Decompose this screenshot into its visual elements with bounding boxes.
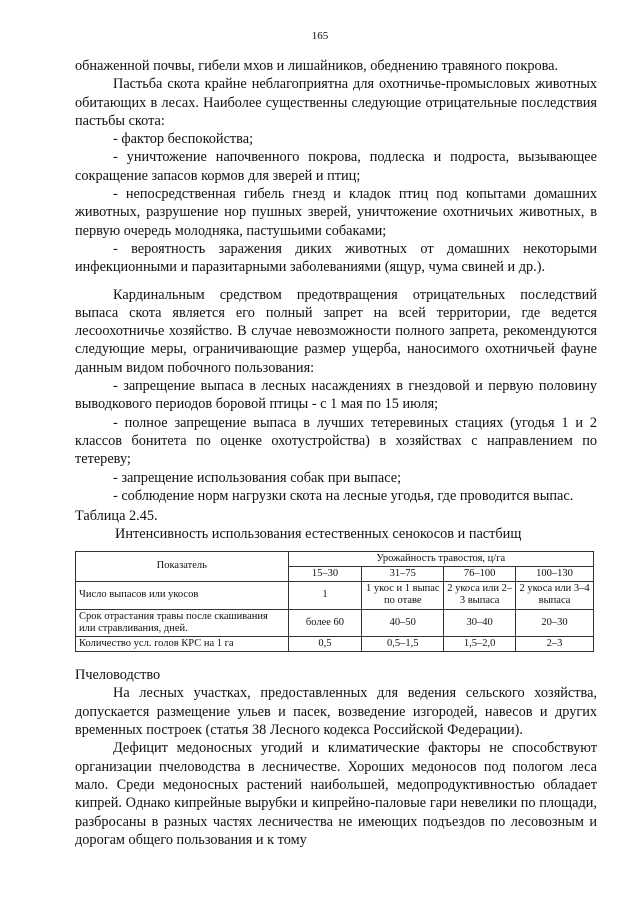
table-header-cell: 31–75	[362, 566, 444, 581]
table-header-cell: 100–130	[516, 566, 594, 581]
table-row-label: Срок отрастания травы после скашивания или стравливания, дней.	[76, 609, 289, 636]
table-row	[76, 636, 594, 651]
table-cell: 30–40	[444, 609, 516, 636]
list-item: - вероятность заражения диких животных от домашних некоторыми инфекционными и паразитарными заболеваниями (ящур, чума свиней и др.).	[75, 240, 597, 276]
table-row-label: Количество усл. голов КРС на 1 га	[76, 636, 289, 651]
table-header-cell: Урожайность травостоя, ц/га	[288, 551, 593, 566]
page-number: 165	[311, 30, 329, 42]
list-item: - соблюдение норм нагрузки скота на лесные угодья, где проводится выпас.	[113, 487, 574, 504]
paragraph: обнаженной почвы, гибели мхов и лишайников, обеднению травяного покрова.	[75, 58, 559, 74]
list-item: - уничтожение напочвенного покрова, подлеска и подроста, вызывающее сокращение запасов кормов для зверей и птиц;	[75, 149, 597, 184]
table-cell: 0,5	[288, 636, 362, 651]
table-row	[76, 582, 594, 609]
data-table	[75, 551, 594, 652]
table-cell: 20–30	[516, 609, 594, 636]
table-header-cell: Показатель	[76, 551, 289, 581]
table-cell: 1	[288, 582, 362, 609]
page-content	[75, 57, 597, 849]
table-cell: 1 укос и 1 выпас по отаве	[362, 582, 444, 609]
paragraph: Кардинальным средством предотвращения отрицательных последствий выпаса скота является его полный запрет на всей территории, где ведется лесоохотничье хозяйство. В случае невозможности полного запрета, рекомендуются следующие меры, ограничивающие размер ущерба, наносимого охотничьей фауне данным видом побочного пользования:	[75, 286, 597, 376]
table-row	[76, 609, 594, 636]
table-header-cell: 76–100	[444, 566, 516, 581]
table-header-cell: 15–30	[288, 566, 362, 581]
table-cell: 1,5–2,0	[444, 636, 516, 651]
paragraph: На лесных участках, предоставленных для ведения сельского хозяйства, допускается размещение ульев и пасек, возведение изгородей, навесов и других временных построек (статья 38 Лесного кодекса Российской Федерации).	[75, 685, 597, 739]
paragraph: Дефицит медоносных угодий и климатические факторы не способствуют организации пчеловодства в лесничестве. Хороших медоносов под пологом леса мало. Среди медоносных растений наибольшей, медопродуктивностью обладает кипрей. Однако кипрейные вырубки и кипрейно-паловые гари невелики по площади, разбросаны в разных частях лесничества не имеющих подъездов по лесовозным и дорогам общего пользования и к тому	[75, 740, 597, 848]
table-caption: Таблица 2.45.	[75, 508, 158, 525]
table-header-row	[76, 551, 594, 566]
list-item: - непосредственная гибель гнезд и кладок птиц под копытами домашних животных, разрушение нор пушных зверей, уничтожение охотничьих животных, в первую очередь молодняка, пастушьими собаками;	[75, 186, 597, 239]
table-row-label: Число выпасов или укосов	[76, 582, 289, 609]
section-heading: Пчеловодство	[75, 667, 161, 684]
table-cell: 40–50	[362, 609, 444, 636]
list-item: - запрещение выпаса в лесных насаждениях в гнездовой и первую половину выводкового периодов боровой птицы - с 1 мая по 15 июля;	[75, 378, 597, 413]
table-cell: 2–3	[516, 636, 594, 651]
table-cell: 2 укоса или 3–4 выпаса	[516, 582, 594, 609]
table-cell: более 60	[288, 609, 362, 636]
paragraph: Пастьба скота крайне неблагоприятна для охотничье-промысловых животных обитающих в лесах. Наиболее существенны следующие отрицательные последствия пастьбы скота:	[75, 76, 597, 129]
list-item: - фактор беспокойства;	[113, 131, 254, 148]
table-cell: 0,5–1,5	[362, 636, 444, 651]
table-title: Интенсивность использования естественных сенокосов и пастбищ	[115, 526, 522, 543]
table-cell: 2 укоса или 2–3 выпаса	[444, 582, 516, 609]
list-item: - полное запрещение выпаса в лучших тетеревиных стациях (угодья 1 и 2 классов бонитета по оценке охотустройства) в хозяйствах с направлением по тетереву;	[75, 414, 597, 468]
list-item: - запрещение использования собак при выпасе;	[113, 469, 402, 486]
